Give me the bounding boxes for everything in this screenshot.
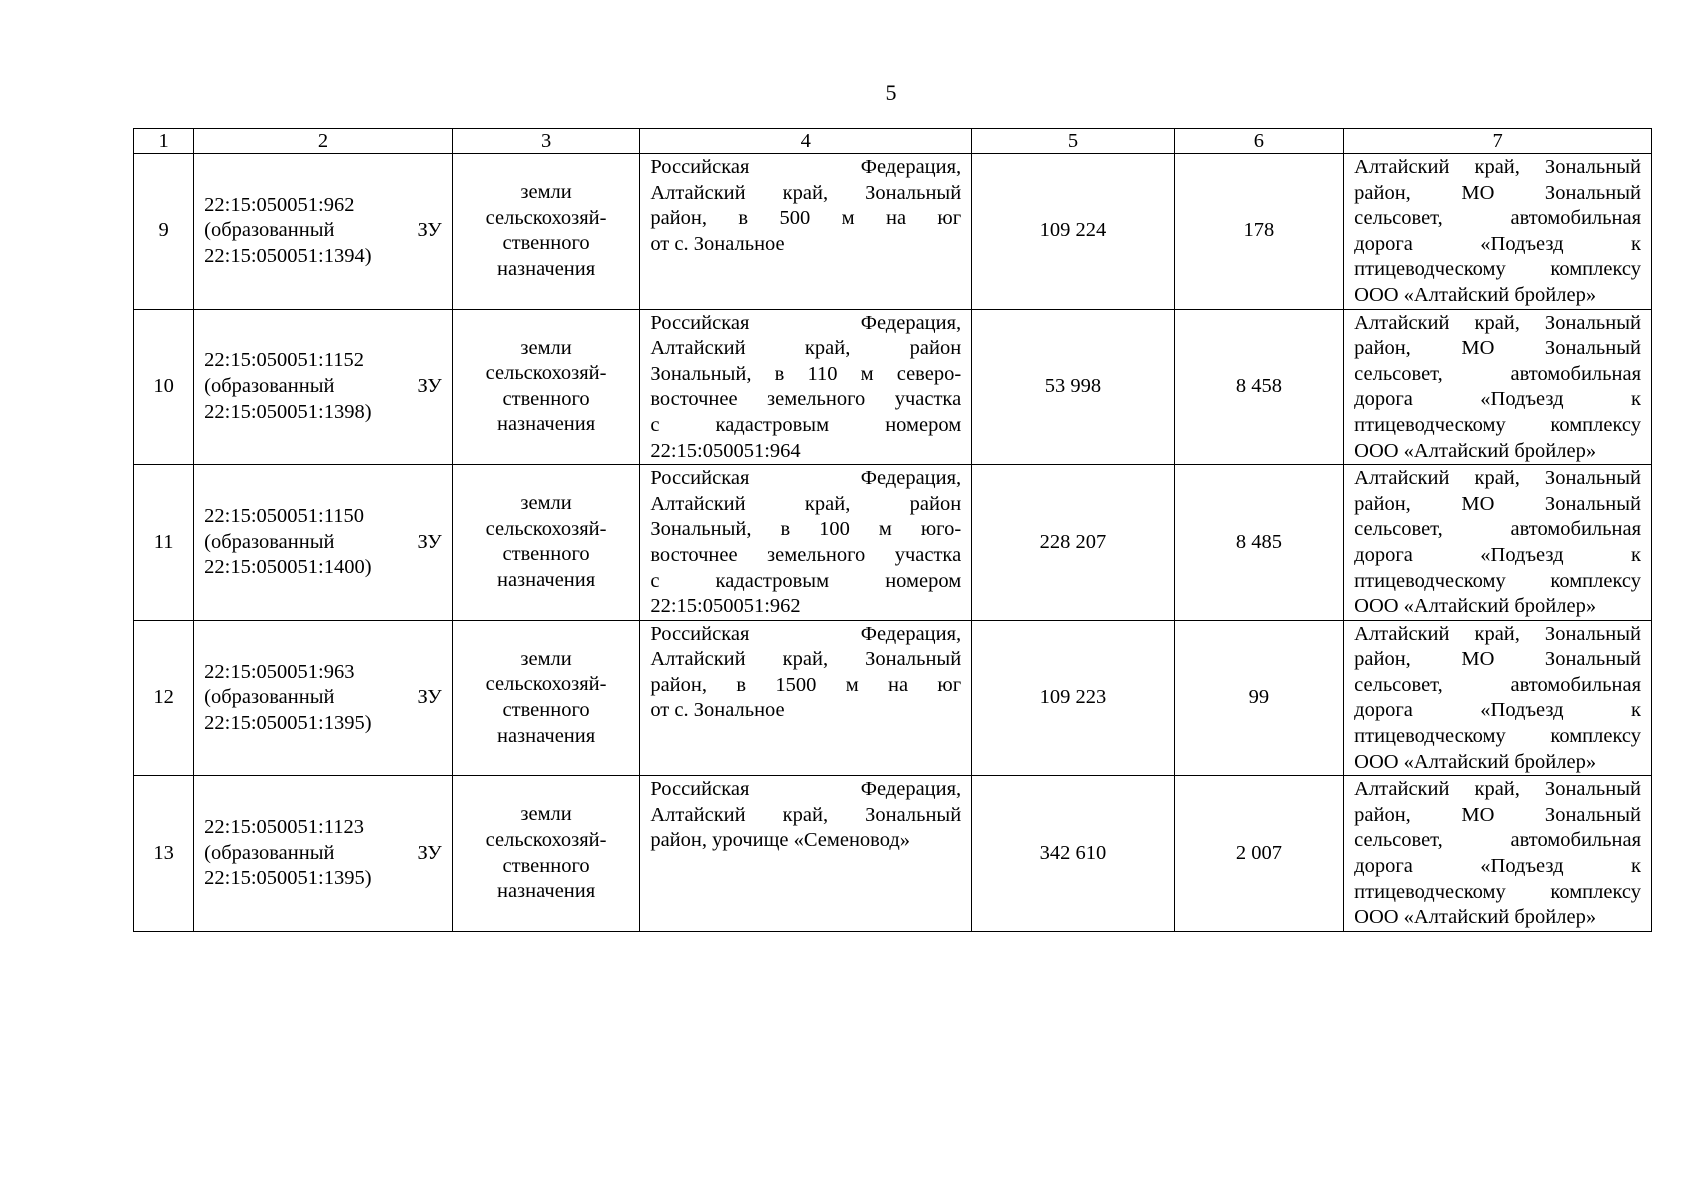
object-cell: [1344, 154, 1652, 310]
location-cell: [640, 309, 972, 465]
location-cell: [640, 154, 972, 310]
object-line: ООО «Алтайский бройлер»: [1354, 283, 1597, 306]
location-line: 22:15:050051:962: [650, 595, 801, 618]
column-header-7: 7: [1344, 129, 1652, 154]
formed-zu: ЗУ: [417, 530, 442, 553]
object-line: птицеводческому комплексу: [1354, 569, 1641, 592]
row-number-cell: [134, 309, 194, 465]
land-category-line: ственного: [502, 543, 590, 566]
object-line: ООО «Алтайский бройлер»: [1354, 595, 1597, 618]
area-cell: [972, 154, 1175, 310]
parent-cadastral-number: 22:15:050051:1398): [204, 400, 372, 423]
land-category-line: сельскохозяй-: [485, 206, 607, 229]
land-plots-table: [133, 128, 1652, 932]
location-line: район, урочище «Семеновод»: [650, 829, 911, 852]
object-line: сельсовет, автомобильная: [1354, 673, 1641, 696]
formed-zu: ЗУ: [417, 375, 442, 398]
object-line: птицеводческому комплексу: [1354, 413, 1641, 436]
formed-zu: ЗУ: [417, 219, 442, 242]
land-category-line: ственного: [502, 854, 590, 877]
table-row: [134, 154, 1652, 310]
area-value: 228 207: [1039, 530, 1107, 553]
object-cell: [1344, 309, 1652, 465]
area-value: 109 224: [1039, 219, 1107, 242]
location-line: район, в 1500 м на юг: [650, 673, 962, 696]
object-line: дорога «Подъезд к: [1354, 543, 1641, 566]
column-header-4: 4: [640, 129, 972, 154]
row-number: 12: [153, 686, 174, 709]
table-header-row: [134, 129, 1652, 154]
object-line: Алтайский край, Зональный: [1354, 311, 1641, 334]
location-line: Российская Федерация,: [650, 156, 962, 178]
table-row: [134, 620, 1652, 776]
location-line: район, в 500 м на юг: [650, 207, 962, 230]
formed-from-line: [204, 218, 442, 244]
land-category-line: назначения: [496, 413, 596, 436]
object-line: дорога «Подъезд к: [1354, 855, 1641, 878]
object-line: ООО «Алтайский бройлер»: [1354, 439, 1597, 462]
land-category-line: земли: [520, 181, 572, 204]
location-line: от с. Зональное: [650, 232, 785, 255]
location-cell: [640, 776, 972, 932]
location-line: Алтайский край, Зональный: [650, 181, 962, 204]
row-number: 9: [158, 219, 169, 242]
column-header-5: 5: [972, 129, 1175, 154]
table-row: [134, 465, 1652, 621]
area-cell: [972, 776, 1175, 932]
row-number-cell: [134, 154, 194, 310]
land-category-line: назначения: [496, 257, 596, 280]
location-line: 22:15:050051:964: [650, 439, 801, 462]
object-line: птицеводческому комплексу: [1354, 258, 1641, 281]
location-line: Алтайский край, район: [650, 492, 962, 515]
area-value: 342 610: [1039, 841, 1107, 864]
location-line: Зональный, в 110 м северо-: [650, 362, 962, 385]
row-number-cell: [134, 776, 194, 932]
formed-label: (образованный: [204, 219, 335, 242]
land-category-cell: [452, 309, 639, 465]
land-category-line: ственного: [502, 232, 590, 255]
row-number: 13: [153, 841, 174, 864]
object-line: сельсовет, автомобильная: [1354, 829, 1641, 852]
formed-from-line: [204, 530, 442, 556]
formed-label: (образованный: [204, 841, 335, 864]
column-6-cell: [1174, 776, 1343, 932]
cadastral-number-cell: [194, 465, 453, 621]
location-line: восточнее земельного участка: [650, 543, 962, 566]
table-row: [134, 309, 1652, 465]
column-6-value: 2 007: [1235, 841, 1282, 864]
location-line: Зональный, в 100 м юго-: [650, 518, 962, 541]
object-line: птицеводческому комплексу: [1354, 725, 1641, 748]
cadastral-number: 22:15:050051:1150: [204, 505, 364, 528]
formed-from-line: [204, 841, 442, 867]
parent-cadastral-number: 22:15:050051:1400): [204, 556, 372, 579]
formed-from-line: [204, 685, 442, 711]
land-category-line: ственного: [502, 698, 590, 721]
object-line: сельсовет, автомобильная: [1354, 518, 1641, 541]
object-line: дорога «Подъезд к: [1354, 699, 1641, 722]
location-line: Российская Федерация,: [650, 622, 962, 645]
column-6-cell: [1174, 465, 1343, 621]
location-cell: [640, 465, 972, 621]
object-line: Алтайский край, Зональный: [1354, 156, 1641, 178]
table-row: [134, 776, 1652, 932]
land-category-cell: [452, 776, 639, 932]
area-value: 109 223: [1039, 686, 1107, 709]
row-number-cell: [134, 620, 194, 776]
land-category-line: сельскохозяй-: [485, 362, 607, 385]
page-number: 5: [885, 80, 897, 105]
land-category-cell: [452, 620, 639, 776]
location-line: Алтайский край, район: [650, 337, 962, 360]
object-line: сельсовет, автомобильная: [1354, 207, 1641, 230]
location-cell: [640, 620, 972, 776]
land-category-line: сельскохозяй-: [485, 517, 607, 540]
column-header-6: 6: [1174, 129, 1343, 154]
formed-label: (образованный: [204, 530, 335, 553]
land-category-cell: [452, 465, 639, 621]
object-line: район, МО Зональный: [1354, 803, 1641, 826]
parent-cadastral-number: 22:15:050051:1395): [204, 867, 372, 890]
parent-cadastral-number: 22:15:050051:1395): [204, 711, 372, 734]
land-category-cell: [452, 154, 639, 310]
column-header-2: 2: [194, 129, 453, 154]
object-line: Алтайский край, Зональный: [1354, 467, 1641, 490]
formed-label: (образованный: [204, 686, 335, 709]
object-line: район, МО Зональный: [1354, 492, 1641, 515]
object-cell: [1344, 620, 1652, 776]
object-line: ООО «Алтайский бройлер»: [1354, 750, 1597, 773]
area-cell: [972, 620, 1175, 776]
cadastral-number-cell: [194, 154, 453, 310]
object-line: Алтайский край, Зональный: [1354, 778, 1641, 801]
column-6-value: 178: [1243, 219, 1275, 242]
land-category-line: назначения: [496, 880, 596, 903]
cadastral-number: 22:15:050051:1152: [204, 349, 364, 372]
row-number: 11: [153, 530, 174, 553]
object-line: район, МО Зональный: [1354, 337, 1641, 360]
formed-from-line: [204, 374, 442, 400]
object-line: сельсовет, автомобильная: [1354, 362, 1641, 385]
column-6-cell: [1174, 309, 1343, 465]
object-line: дорога «Подъезд к: [1354, 388, 1641, 411]
column-6-value: 99: [1248, 686, 1270, 709]
land-category-line: назначения: [496, 569, 596, 591]
cadastral-number-cell: [194, 309, 453, 465]
cadastral-number: 22:15:050051:962: [204, 193, 355, 216]
cadastral-number-cell: [194, 776, 453, 932]
cadastral-number: 22:15:050051:1123: [204, 816, 364, 839]
land-category-line: сельскохозяй-: [485, 673, 607, 696]
area-value: 53 998: [1044, 375, 1102, 398]
formed-zu: ЗУ: [417, 686, 442, 709]
area-cell: [972, 309, 1175, 465]
location-line: с кадастровым номером: [650, 413, 962, 436]
cadastral-number: 22:15:050051:963: [204, 660, 355, 683]
location-line: от с. Зональное: [650, 699, 785, 722]
column-header-1: 1: [134, 129, 194, 154]
location-line: Российская Федерация,: [650, 778, 962, 801]
row-number: 10: [153, 375, 174, 398]
land-category-line: земли: [520, 803, 572, 826]
location-line: восточнее земельного участка: [650, 388, 962, 411]
object-line: ООО «Алтайский бройлер»: [1354, 906, 1597, 929]
object-line: район, МО Зональный: [1354, 648, 1641, 671]
column-6-cell: [1174, 620, 1343, 776]
row-number-cell: [134, 465, 194, 621]
formed-label: (образованный: [204, 375, 335, 398]
column-6-value: 8 458: [1235, 375, 1282, 398]
land-category-line: земли: [520, 492, 572, 515]
object-cell: [1344, 465, 1652, 621]
land-category-line: ственного: [502, 387, 590, 410]
location-line: Алтайский край, Зональный: [650, 803, 962, 826]
location-line: Алтайский край, Зональный: [650, 648, 962, 671]
location-line: с кадастровым номером: [650, 569, 962, 592]
object-line: район, МО Зональный: [1354, 181, 1641, 204]
area-cell: [972, 465, 1175, 621]
land-category-line: назначения: [496, 724, 596, 747]
formed-zu: ЗУ: [417, 841, 442, 864]
object-line: дорога «Подъезд к: [1354, 232, 1641, 255]
column-6-cell: [1174, 154, 1343, 310]
object-cell: [1344, 776, 1652, 932]
land-category-line: земли: [520, 336, 572, 359]
land-category-line: сельскохозяй-: [485, 828, 607, 851]
column-6-value: 8 485: [1235, 530, 1282, 553]
column-header-3: 3: [452, 129, 639, 154]
location-line: Российская Федерация,: [650, 311, 962, 334]
land-category-line: земли: [520, 647, 572, 670]
cadastral-number-cell: [194, 620, 453, 776]
object-line: птицеводческому комплексу: [1354, 880, 1641, 903]
parent-cadastral-number: 22:15:050051:1394): [204, 245, 372, 268]
object-line: Алтайский край, Зональный: [1354, 622, 1641, 645]
location-line: Российская Федерация,: [650, 467, 962, 490]
